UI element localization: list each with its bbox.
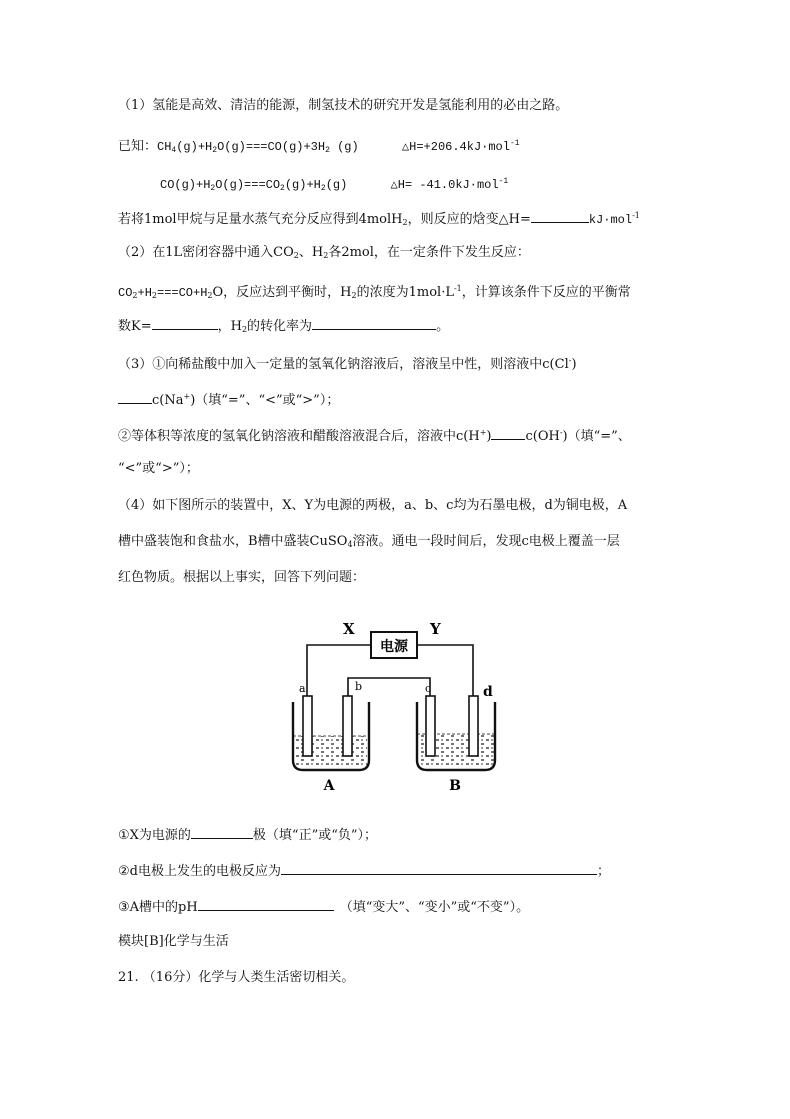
q3-line-1: （3）①向稀盐酸中加入一定量的氢氧化钠溶液后，溶液呈中性，则溶液中c(Cl-) [118, 356, 577, 372]
q4-line-3: 红色物质。根据以上事实，回答下列问题： [118, 570, 366, 585]
question-21: 21. （16分）化学与人类生活密切相关。 [118, 970, 355, 985]
electrode-c [426, 696, 435, 756]
q3-line-2: c(Na+)（填“=”、“<”或“>”）； [118, 389, 339, 409]
label-a: a [299, 682, 306, 695]
electrode-a [303, 696, 312, 756]
answer-blank-electrode-reaction[interactable] [281, 862, 597, 875]
label-tank-a: A [323, 778, 335, 794]
answer-blank-dh[interactable] [531, 210, 589, 223]
answer-blank-h-oh[interactable] [491, 427, 525, 440]
label-c: c [425, 682, 432, 695]
q2-line-2: $CO_2+H_2===CO+H_2O$，反应达到平衡时，$H_2$的浓度为$1mol\cdot L^{-1}$，计算该条件下反应的平衡常 [118, 284, 631, 300]
q2-line-1: （2）在1L密闭容器中通入$CO_2$、$H_2$各2mol，在一定条件下发生反应： [118, 245, 530, 260]
q1-equation-2: $CO(g)+H_2O(g)===CO_2(g)+H_2(g)$ △H= -41.0kJ·mol$^{-1}$ [160, 177, 509, 193]
module-heading: 模块[B]化学与生活 [118, 934, 229, 949]
q4-sub-2: ②d电极上发生的电极反应为 ； [118, 864, 610, 879]
q4-line-2: 槽中盛装饱和食盐水，B槽中盛装CuSO$_4$溶液。通电一段时间后，发现c电极上覆盖一层 [118, 534, 620, 549]
q3-line-4: “<”或“>”）； [118, 461, 199, 476]
q2-line-3: 数K= ，$H_2$的转化率为 。 [118, 319, 450, 334]
q4-sub-3: ③A槽中的pH （填“变大”、“变小”或“不变”）。 [118, 900, 530, 915]
q4-sub-1: ①X为电源的 极（填“正”或“负”）； [118, 828, 378, 843]
answer-blank-conversion[interactable] [312, 317, 436, 330]
label-tank-b: B [449, 778, 461, 794]
electrode-d [469, 696, 478, 756]
label-b: b [355, 680, 363, 693]
electrolysis-diagram [285, 610, 515, 800]
q4-line-1: （4）如下图所示的装置中，X、Y为电源的两极，a、b、c均为石墨电极，d为铜电极，A [118, 498, 628, 513]
q1-equation-1: 已知：$CH_4(g)+H_2O(g)===CO(g)+3H_2$ (g) △H=+206.4kJ·mol$^{-1}$ [118, 139, 520, 155]
label-x: X [343, 620, 355, 638]
answer-blank-k[interactable] [152, 317, 218, 330]
q3-line-3: ②等体积等浓度的氢氧化钠溶液和醋酸溶液混合后，溶液中c(H+) c(OH-)（填“=”、 [118, 428, 631, 444]
answer-blank-pole[interactable] [191, 826, 253, 839]
label-y: Y [430, 620, 441, 638]
electrode-b [343, 696, 352, 756]
q1-intro: （1）氢能是高效、清洁的能源，制氢技术的研究开发是氢能利用的必由之路。 [118, 98, 569, 113]
answer-blank-ph[interactable] [198, 898, 334, 911]
label-d: d [483, 684, 493, 700]
q1-question: 若将1mol甲烷与足量水蒸气充分反应得到4molH$_2$，则反应的焓变△H= kJ·mol$^{-1}$ [118, 211, 640, 227]
answer-blank-cl-na[interactable] [118, 391, 152, 404]
power-source-label: 电源 [380, 639, 408, 655]
